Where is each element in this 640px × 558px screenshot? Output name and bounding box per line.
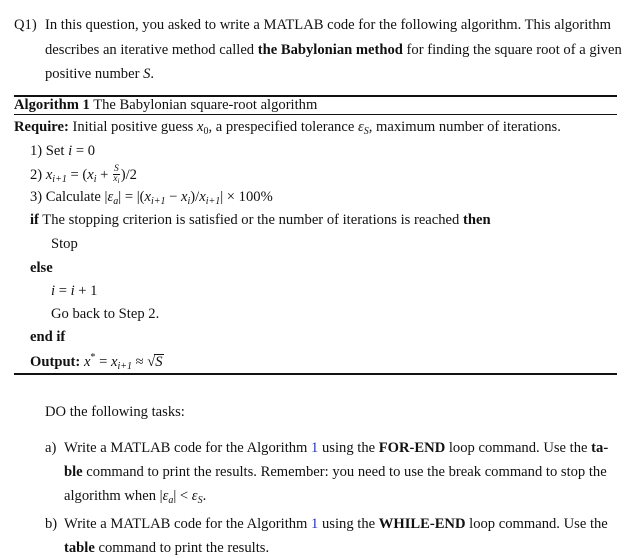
algorithm-stop: Stop <box>51 236 78 252</box>
algorithm-require: Require: Initial positive guess $x_0$, a prespecified tolerance $\varepsilon_S$, maximum number of iterations. <box>14 119 561 137</box>
algorithm-if-line: if The stopping criterion is satisfied or the number of iterations is reached then <box>30 212 491 228</box>
task-b-line-1: Write a MATLAB code for the Algorithm 1 using the WHILE-END loop command. Use the <box>64 516 608 532</box>
algorithm-step-1: 1) Set i = 0 <box>30 143 95 159</box>
question-line-2: describes an iterative method called the Babylonian method for finding the square root of a given <box>45 42 622 58</box>
question-line-1: In this question, you asked to write a MATLAB code for the following algorithm. This algorithm <box>45 17 611 33</box>
algorithm-else: else <box>30 260 53 276</box>
task-a-line-3: algorithm when $|\varepsilon_a| < \varepsilon_S$. <box>64 488 207 506</box>
tasks-intro: DO the following tasks: <box>45 404 185 420</box>
sqrt-symbol: √ <box>147 354 156 370</box>
task-b-label: b) <box>45 516 58 532</box>
task-a-line-1: Write a MATLAB code for the Algorithm 1 using the FOR-END loop command. Use the ta- <box>64 440 609 456</box>
question-label: Q1) <box>14 17 37 33</box>
algorithm-go-back: Go back to Step 2. <box>51 306 160 322</box>
algorithm-increment: i = i + 1 <box>51 283 98 299</box>
method-name: the Babylonian method <box>257 42 403 58</box>
algorithm-output: Output: $x^* = x_{i+1} \approx √S$ <box>30 352 163 372</box>
algorithm-step-3: 3) Calculate $|\varepsilon_a| = |(x_{i+1} - x_i)/x_{i+1}| \times 100\%$ <box>30 189 273 207</box>
algorithm-caption: Algorithm 1 The Babylonian square-root algorithm <box>14 97 318 113</box>
question-line-3: positive number S. <box>45 66 155 82</box>
task-a-line-2: ble command to print the results. Remember: you need to use the break command to stop the <box>64 464 607 480</box>
task-a-label: a) <box>45 440 57 456</box>
algorithm-caption-rule <box>14 114 617 115</box>
algorithm-reference-link[interactable]: 1 <box>311 516 319 532</box>
algorithm-step-2: 2) $x_{i+1} = (x_i$ + $\frac{S}{x_i}$ )/2 <box>30 164 137 185</box>
algorithm-bottom-rule <box>14 373 617 375</box>
fraction-s-over-xi: $\frac{S}{x_i}$ <box>113 164 120 185</box>
algorithm-end-if: end if <box>30 329 66 345</box>
task-b-line-2: table command to print the results. <box>64 540 270 556</box>
algorithm-reference-link[interactable]: 1 <box>311 440 319 456</box>
